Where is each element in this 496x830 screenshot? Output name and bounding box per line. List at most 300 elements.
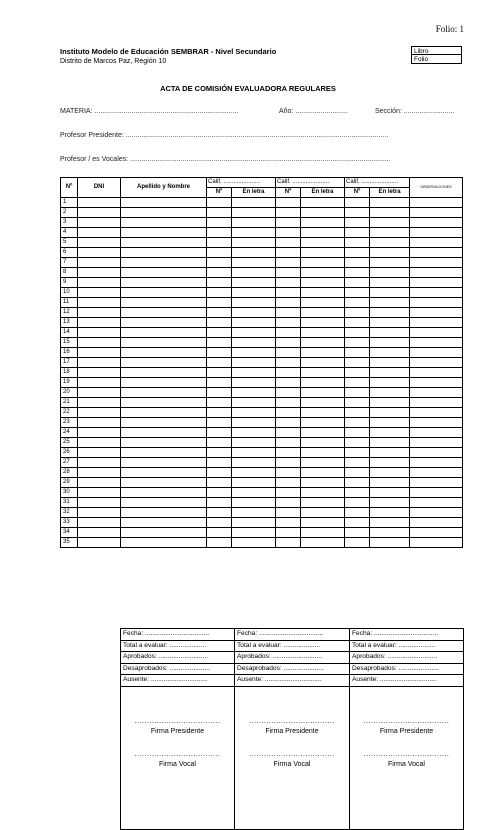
table-row: [61, 508, 463, 518]
table-cell: [121, 478, 207, 488]
table-cell: [232, 528, 276, 538]
row-number: 24: [61, 428, 78, 438]
table-cell: [276, 518, 301, 528]
row-number: 14: [61, 328, 78, 338]
table-cell: [121, 298, 207, 308]
table-cell: [276, 408, 301, 418]
table-cell: [301, 538, 345, 548]
total-2: Total a evaluar: ....................: [235, 640, 350, 652]
table-cell: [301, 198, 345, 208]
firma-presidente-1: Firma Presidente: [150, 728, 205, 735]
table-cell: [207, 448, 232, 458]
header-name: Apellido y Nombre: [121, 178, 207, 198]
table-cell: [232, 318, 276, 328]
table-cell: [276, 428, 301, 438]
row-number: 16: [61, 348, 78, 358]
table-cell: [345, 488, 370, 498]
table-cell: [276, 308, 301, 318]
table-cell: [78, 438, 121, 448]
aprobados-1: Aprobados: ...........................: [121, 652, 235, 664]
table-cell: [410, 308, 463, 318]
table-cell: [121, 388, 207, 398]
table-cell: [301, 338, 345, 348]
table-cell: [207, 398, 232, 408]
table-cell: [78, 518, 121, 528]
table-cell: [232, 278, 276, 288]
header-num-2: Nº: [276, 188, 301, 198]
table-cell: [345, 418, 370, 428]
table-row: [61, 408, 463, 418]
table-row: [61, 358, 463, 368]
table-cell: [370, 278, 410, 288]
table-cell: [345, 458, 370, 468]
table-cell: [345, 218, 370, 228]
table-row: [61, 318, 463, 328]
table-cell: [410, 238, 463, 248]
table-cell: [345, 198, 370, 208]
table-cell: [345, 338, 370, 348]
table-cell: [370, 328, 410, 338]
table-cell: [345, 208, 370, 218]
table-cell: [207, 518, 232, 528]
table-cell: [78, 408, 121, 418]
table-cell: [410, 358, 463, 368]
header-num-3: Nº: [345, 188, 370, 198]
table-cell: [301, 358, 345, 368]
table-cell: [370, 218, 410, 228]
table-cell: [78, 488, 121, 498]
table-cell: [78, 368, 121, 378]
table-cell: [370, 338, 410, 348]
table-cell: [276, 238, 301, 248]
table-row: [61, 438, 463, 448]
row-number: 25: [61, 438, 78, 448]
folio-number: Folio: 1: [435, 24, 464, 34]
table-cell: [121, 368, 207, 378]
table-cell: [370, 458, 410, 468]
table-cell: [301, 518, 345, 528]
table-cell: [232, 268, 276, 278]
table-cell: [410, 478, 463, 488]
table-cell: [410, 518, 463, 528]
table-cell: [410, 508, 463, 518]
table-cell: [345, 278, 370, 288]
table-cell: [232, 258, 276, 268]
table-cell: [410, 458, 463, 468]
table-cell: [232, 518, 276, 528]
table-cell: [121, 508, 207, 518]
table-row: [61, 398, 463, 408]
table-cell: [370, 418, 410, 428]
table-cell: [207, 258, 232, 268]
table-cell: [121, 198, 207, 208]
table-cell: [345, 388, 370, 398]
seccion-field: Sección: ..........................: [375, 108, 455, 115]
presidente-field: Profesor Presidente: .......................................................................................................................................: [60, 132, 389, 139]
table-row: [61, 458, 463, 468]
table-cell: [121, 518, 207, 528]
header-letra-1: En letra: [232, 188, 276, 198]
table-cell: [121, 258, 207, 268]
header-num-1: Nº: [207, 188, 232, 198]
table-cell: [121, 208, 207, 218]
table-cell: [276, 358, 301, 368]
row-number: 5: [61, 238, 78, 248]
table-cell: [276, 268, 301, 278]
table-cell: [345, 538, 370, 548]
table-cell: [207, 328, 232, 338]
table-cell: [121, 408, 207, 418]
table-cell: [276, 218, 301, 228]
table-cell: [301, 238, 345, 248]
table-cell: [301, 308, 345, 318]
table-row: [61, 388, 463, 398]
row-number: 20: [61, 388, 78, 398]
row-number: 18: [61, 368, 78, 378]
table-cell: [370, 518, 410, 528]
table-cell: [232, 228, 276, 238]
signatures-1: [121, 686, 235, 829]
signatures-2: [235, 686, 350, 829]
table-cell: [121, 438, 207, 448]
table-cell: [410, 378, 463, 388]
row-number: 6: [61, 248, 78, 258]
table-cell: [232, 418, 276, 428]
table-cell: [207, 228, 232, 238]
table-cell: [121, 398, 207, 408]
table-cell: [370, 268, 410, 278]
table-cell: [276, 278, 301, 288]
table-cell: [345, 508, 370, 518]
table-cell: [78, 328, 121, 338]
table-cell: [121, 248, 207, 258]
row-number: 17: [61, 358, 78, 368]
table-cell: [370, 538, 410, 548]
table-cell: [121, 308, 207, 318]
table-cell: [301, 228, 345, 238]
aprobados-2: Aprobados: ...........................: [235, 652, 350, 664]
firma-vocal-1: Firma Vocal: [159, 761, 196, 768]
signature-line-vocal-1: ...................................: [134, 750, 221, 758]
table-row: [61, 258, 463, 268]
table-cell: [345, 348, 370, 358]
table-cell: [345, 378, 370, 388]
table-cell: [301, 318, 345, 328]
table-cell: [78, 308, 121, 318]
table-cell: [207, 238, 232, 248]
table-cell: [232, 378, 276, 388]
table-cell: [121, 498, 207, 508]
table-cell: [345, 528, 370, 538]
ausente-1: Ausente: ...............................: [121, 675, 235, 687]
table-cell: [410, 348, 463, 358]
table-cell: [345, 328, 370, 338]
row-number: 34: [61, 528, 78, 538]
table-cell: [410, 468, 463, 478]
table-cell: [410, 398, 463, 408]
table-cell: [207, 528, 232, 538]
table-cell: [207, 428, 232, 438]
table-cell: [78, 278, 121, 288]
table-cell: [301, 348, 345, 358]
firma-presidente-2: Firma Presidente: [265, 728, 319, 735]
table-cell: [232, 308, 276, 318]
table-row: [61, 488, 463, 498]
table-cell: [276, 288, 301, 298]
table-cell: [276, 208, 301, 218]
table-row: [61, 228, 463, 238]
table-cell: [207, 278, 232, 288]
table-row: [61, 498, 463, 508]
table-cell: [78, 318, 121, 328]
table-cell: [207, 508, 232, 518]
table-cell: [276, 398, 301, 408]
table-cell: [301, 418, 345, 428]
table-cell: [301, 278, 345, 288]
folio-box: Folio: [411, 55, 462, 64]
table-cell: [232, 478, 276, 488]
table-row: [61, 238, 463, 248]
table-cell: [301, 448, 345, 458]
fecha-2: Fecha: ...................................: [235, 629, 350, 641]
table-cell: [410, 318, 463, 328]
table-cell: [121, 488, 207, 498]
table-cell: [78, 538, 121, 548]
table-cell: [301, 388, 345, 398]
row-number: 32: [61, 508, 78, 518]
table-cell: [207, 248, 232, 258]
table-cell: [345, 478, 370, 488]
table-cell: [410, 218, 463, 228]
row-number: 9: [61, 278, 78, 288]
table-cell: [232, 198, 276, 208]
table-cell: [410, 328, 463, 338]
table-cell: [232, 488, 276, 498]
table-cell: [207, 358, 232, 368]
table-cell: [121, 428, 207, 438]
table-cell: [232, 458, 276, 468]
table-cell: [207, 418, 232, 428]
header-dni: DNI: [78, 178, 121, 198]
institution-name: Instituto Modelo de Educación SEMBRAR - Nivel Secundario: [60, 47, 277, 56]
table-cell: [410, 438, 463, 448]
header-letra-3: En letra: [370, 188, 410, 198]
header-letra-2: En letra: [301, 188, 345, 198]
table-cell: [345, 368, 370, 378]
table-cell: [301, 468, 345, 478]
table-cell: [410, 448, 463, 458]
table-cell: [301, 488, 345, 498]
table-cell: [78, 288, 121, 298]
table-cell: [370, 228, 410, 238]
table-cell: [121, 338, 207, 348]
row-number: 21: [61, 398, 78, 408]
table-cell: [232, 338, 276, 348]
row-number: 23: [61, 418, 78, 428]
table-row: [61, 538, 463, 548]
row-number: 8: [61, 268, 78, 278]
table-row: [61, 268, 463, 278]
table-cell: [78, 358, 121, 368]
table-cell: [410, 388, 463, 398]
table-cell: [78, 258, 121, 268]
table-cell: [276, 198, 301, 208]
row-number: 19: [61, 378, 78, 388]
row-number: 2: [61, 208, 78, 218]
table-cell: [207, 468, 232, 478]
table-cell: [276, 478, 301, 488]
row-number: 7: [61, 258, 78, 268]
table-cell: [207, 498, 232, 508]
table-cell: [370, 468, 410, 478]
table-cell: [410, 208, 463, 218]
table-cell: [370, 388, 410, 398]
row-number: 11: [61, 298, 78, 308]
table-cell: [301, 398, 345, 408]
table-row: [61, 518, 463, 528]
table-cell: [78, 398, 121, 408]
table-cell: [410, 528, 463, 538]
table-cell: [370, 528, 410, 538]
table-cell: [232, 448, 276, 458]
row-number: 15: [61, 338, 78, 348]
table-row: [61, 378, 463, 388]
table-cell: [345, 258, 370, 268]
table-cell: [276, 338, 301, 348]
table-cell: [370, 498, 410, 508]
signature-line-presidente-3: ...................................: [363, 717, 450, 725]
fecha-1: Fecha: ...................................: [121, 629, 235, 641]
table-cell: [207, 478, 232, 488]
table-row: [61, 428, 463, 438]
table-cell: [121, 448, 207, 458]
table-cell: [232, 358, 276, 368]
table-cell: [276, 508, 301, 518]
table-cell: [276, 388, 301, 398]
row-number: 4: [61, 228, 78, 238]
row-number: 31: [61, 498, 78, 508]
table-cell: [207, 308, 232, 318]
table-cell: [410, 298, 463, 308]
table-row: [61, 448, 463, 458]
materia-field: MATERIA: ..........................................................................: [60, 108, 239, 115]
table-cell: [345, 298, 370, 308]
table-cell: [207, 368, 232, 378]
table-cell: [78, 388, 121, 398]
table-cell: [276, 318, 301, 328]
table-cell: [232, 498, 276, 508]
table-cell: [345, 358, 370, 368]
table-cell: [301, 528, 345, 538]
table-cell: [78, 498, 121, 508]
row-number: 30: [61, 488, 78, 498]
table-cell: [207, 198, 232, 208]
table-row: [61, 528, 463, 538]
signature-line-presidente-1: ...................................: [134, 717, 221, 725]
table-cell: [410, 408, 463, 418]
table-cell: [232, 288, 276, 298]
libro-box: Libro: [411, 46, 462, 55]
row-number: 33: [61, 518, 78, 528]
table-row: [61, 278, 463, 288]
table-cell: [370, 368, 410, 378]
table-row: [61, 338, 463, 348]
table-cell: [207, 218, 232, 228]
table-cell: [78, 378, 121, 388]
table-cell: [301, 298, 345, 308]
table-cell: [78, 298, 121, 308]
total-3: Total a evaluar: ....................: [350, 640, 464, 652]
table-cell: [370, 358, 410, 368]
row-number: 13: [61, 318, 78, 328]
table-cell: [232, 508, 276, 518]
row-number: 3: [61, 218, 78, 228]
table-cell: [121, 288, 207, 298]
table-cell: [370, 438, 410, 448]
signatures-3: [350, 686, 464, 829]
row-number: 35: [61, 538, 78, 548]
table-cell: [410, 368, 463, 378]
table-cell: [207, 438, 232, 448]
table-cell: [276, 468, 301, 478]
table-cell: [370, 248, 410, 258]
table-cell: [345, 318, 370, 328]
table-cell: [78, 338, 121, 348]
table-row: [61, 198, 463, 208]
row-number: 28: [61, 468, 78, 478]
table-cell: [276, 228, 301, 238]
table-cell: [370, 398, 410, 408]
table-cell: [78, 458, 121, 468]
table-cell: [121, 458, 207, 468]
table-cell: [232, 218, 276, 228]
table-cell: [370, 378, 410, 388]
table-cell: [276, 458, 301, 468]
table-cell: [370, 478, 410, 488]
table-cell: [207, 318, 232, 328]
table-cell: [207, 288, 232, 298]
table-cell: [301, 478, 345, 488]
table-cell: [207, 208, 232, 218]
table-cell: [370, 408, 410, 418]
district-name: Distrito de Marcos Paz, Región 10: [60, 58, 167, 65]
table-cell: [370, 508, 410, 518]
vocales-field: Profesor / es Vocales: ......................................................................................................................................: [60, 156, 391, 163]
table-row: [61, 218, 463, 228]
table-cell: [121, 238, 207, 248]
table-cell: [78, 348, 121, 358]
table-cell: [78, 448, 121, 458]
firma-presidente-3: Firma Presidente: [379, 728, 434, 735]
table-row: [61, 468, 463, 478]
table-cell: [276, 438, 301, 448]
table-cell: [276, 378, 301, 388]
table-cell: [345, 518, 370, 528]
table-cell: [410, 258, 463, 268]
table-cell: [78, 508, 121, 518]
table-cell: [370, 348, 410, 358]
table-cell: [301, 208, 345, 218]
table-cell: [301, 428, 345, 438]
header-calif-2: Calif. ......................: [276, 178, 345, 188]
table-cell: [207, 338, 232, 348]
table-cell: [121, 358, 207, 368]
table-cell: [207, 388, 232, 398]
table-cell: [207, 348, 232, 358]
table-cell: [345, 468, 370, 478]
table-cell: [370, 428, 410, 438]
libro-folio-boxes: [411, 46, 462, 64]
